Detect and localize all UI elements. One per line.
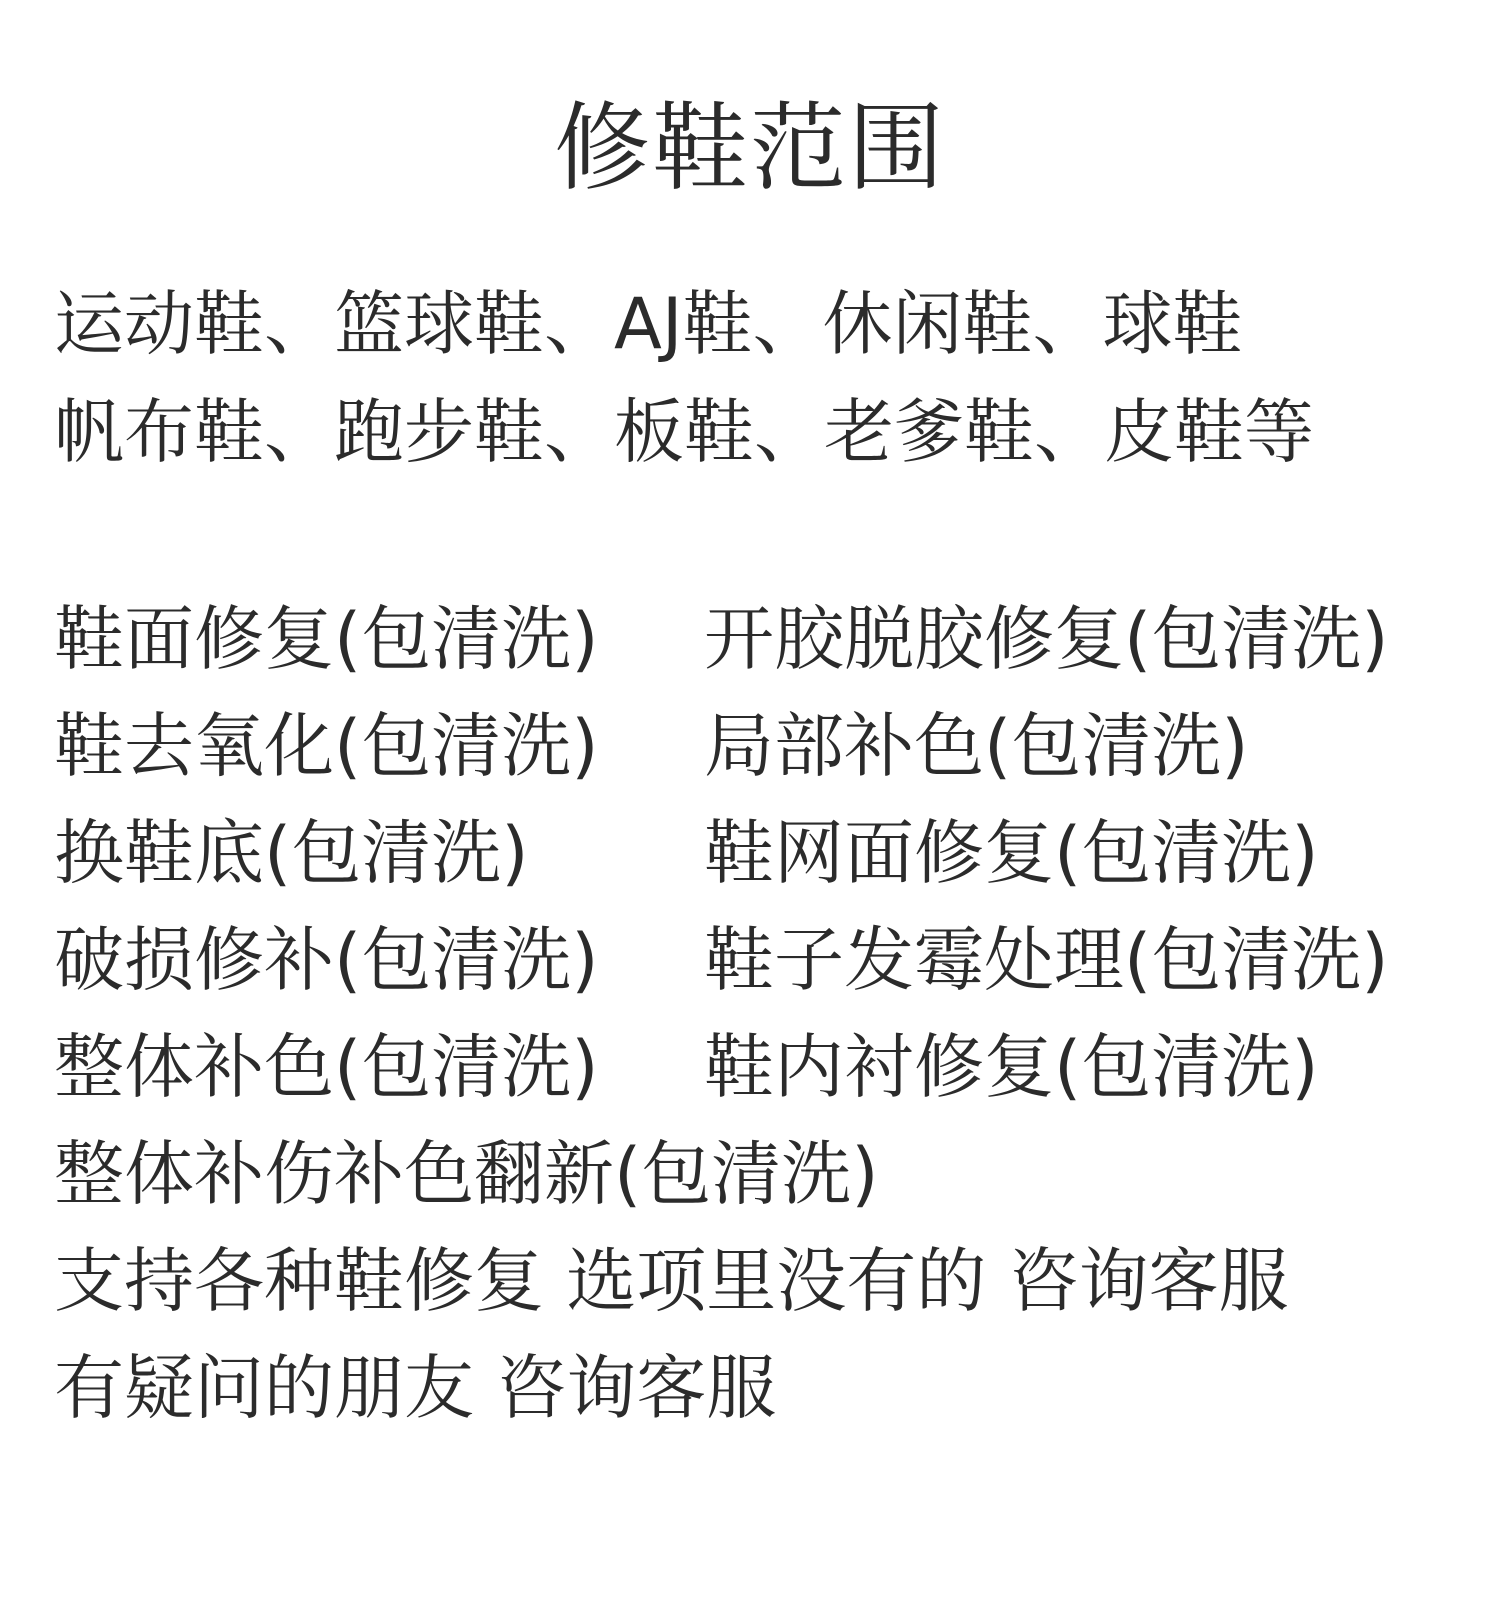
service-deoxidation: 鞋去氧化(包清洗)	[54, 705, 599, 787]
note-support-all-repairs: 支持各种鞋修复 选项里没有的 咨询客服	[54, 1240, 1289, 1322]
service-mesh-repair: 鞋网面修复(包清洗)	[704, 812, 1319, 894]
service-mildew-treatment: 鞋子发霉处理(包清洗)	[704, 919, 1389, 1001]
service-sole-replacement: 换鞋底(包清洗)	[54, 812, 529, 894]
service-full-refurbish: 整体补伤补色翻新(包清洗)	[54, 1133, 879, 1215]
page-title: 修鞋范围	[554, 92, 946, 204]
note-contact-service: 有疑问的朋友 咨询客服	[54, 1347, 777, 1429]
service-full-recolor: 整体补色(包清洗)	[54, 1026, 599, 1108]
shoe-types-line-2: 帆布鞋、跑步鞋、板鞋、老爹鞋、皮鞋等	[54, 391, 1314, 473]
service-upper-repair: 鞋面修复(包清洗)	[54, 598, 599, 680]
shoe-types-line-1: 运动鞋、篮球鞋、AJ鞋、休闲鞋、球鞋	[54, 283, 1243, 365]
service-lining-repair: 鞋内衬修复(包清洗)	[704, 1026, 1319, 1108]
service-damage-patch: 破损修补(包清洗)	[54, 919, 599, 1001]
service-sole-glue-repair: 开胶脱胶修复(包清洗)	[704, 598, 1389, 680]
service-partial-recolor: 局部补色(包清洗)	[704, 705, 1249, 787]
